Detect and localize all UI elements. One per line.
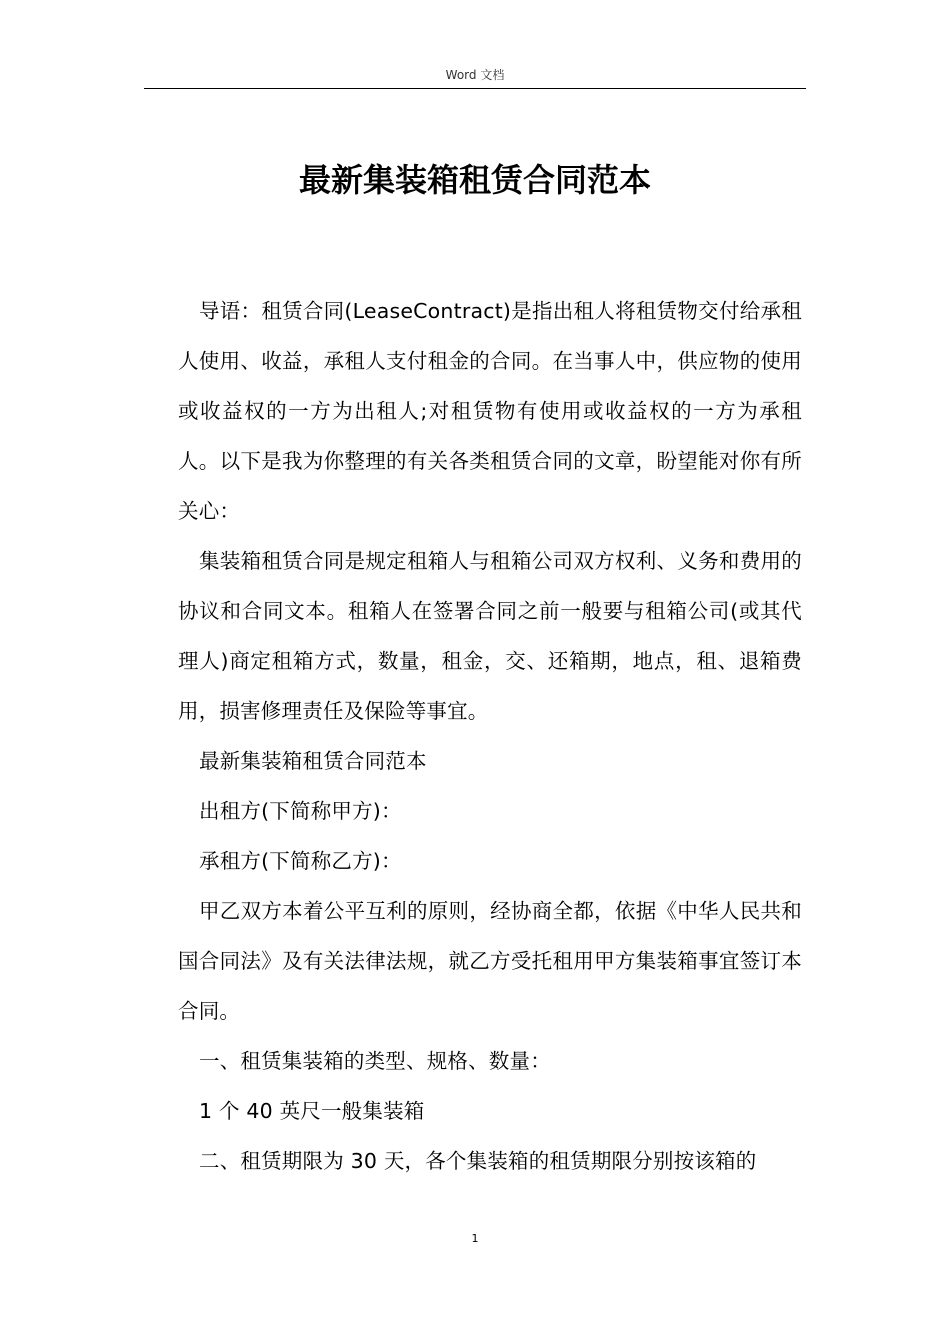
paragraph-intro: 导语：租赁合同(LeaseContract)是指出租人将租赁物交付给承租人使用、收益，承租人支付租金的合同。在当事人中，供应物的使用或收益权的一方为出租人;对租赁物有使用或收益权的一方为承租人。以下是我为你整理的有关各类租赁合同的文章，盼望能对你有所关心：: [178, 299, 802, 523]
paragraph-clause-1-heading: 一、租赁集装箱的类型、规格、数量：: [199, 1049, 551, 1073]
page-number: 1: [471, 1232, 479, 1245]
paragraph-clause-1-detail: 1 个 40 英尺一般集装箱: [199, 1099, 425, 1123]
document-body: [178, 286, 802, 1186]
paragraph-preamble: 甲乙双方本着公平互利的原则，经协商全都，依据《中华人民共和国合同法》及有关法律法规，就乙方受托租用甲方集装箱事宜签订本合同。: [178, 899, 802, 1023]
page-header: [144, 62, 806, 89]
paragraph-contract-title: 最新集装箱租赁合同范本: [199, 749, 427, 773]
paragraph-definition: 集装箱租赁合同是规定租箱人与租箱公司双方权利、义务和费用的协议和合同文本。租箱人在签署合同之前一般要与租箱公司(或其代理人)商定租箱方式，数量，租金，交、还箱期，地点，租、退箱费用，损害修理责任及保险等事宜。: [178, 549, 802, 723]
paragraph-lessee: 承租方(下简称乙方)：: [199, 849, 402, 873]
header-text: Word 文档: [445, 68, 505, 82]
paragraph-clause-2: 二、租赁期限为 30 天，各个集装箱的租赁期限分别按该箱的: [199, 1149, 757, 1173]
document-title: 最新集装箱租赁合同范本: [298, 161, 651, 199]
paragraph-lessor: 出租方(下简称甲方)：: [199, 799, 402, 823]
